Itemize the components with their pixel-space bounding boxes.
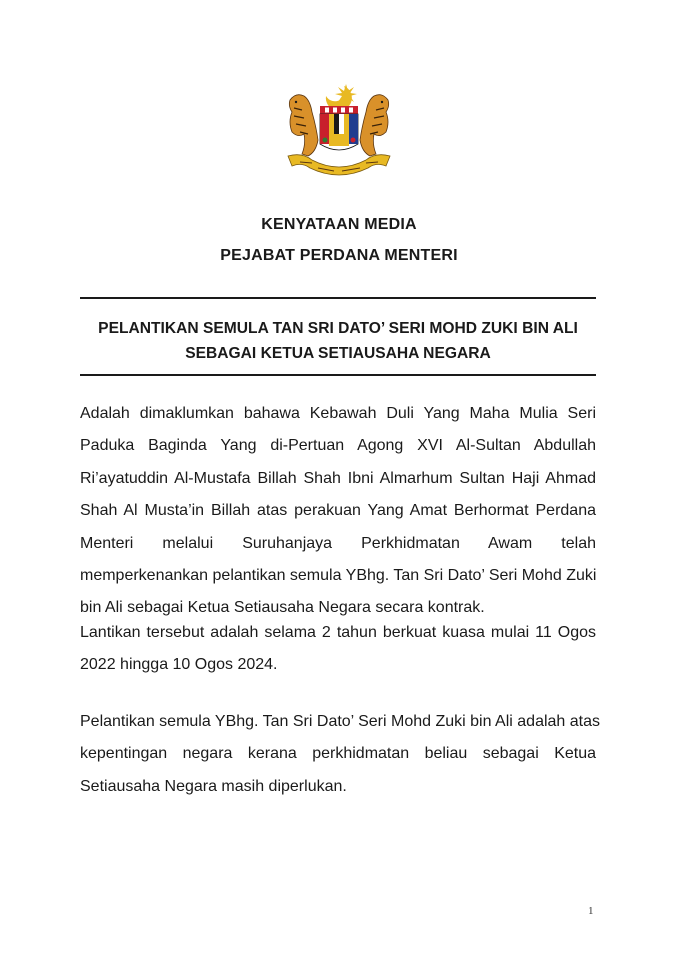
title-top-rule [80, 297, 596, 299]
paragraph-line: Lantikan tersebut adalah selama 2 tahun berkuat kuasa mulai 11 Ogos [80, 624, 596, 641]
coat-of-arms-crest-icon [282, 82, 396, 178]
paragraph-announcement [80, 398, 596, 625]
title-bottom-rule [80, 374, 596, 376]
paragraph-line: Menteri melalui Suruhanjaya Perkhidmatan Awam telah [80, 534, 596, 552]
paragraph-line: memperkenankan pelantikan semula YBhg. Tan Sri Dato’ Seri Mohd Zuki [80, 566, 597, 584]
paragraph-line: kepentingan negara kerana perkhidmatan beliau sebagai Ketua [80, 745, 596, 763]
paragraph-line: Shah Al Musta’in Billah atas perakuan Yang Amat Berhormat Perdana [80, 502, 596, 520]
paragraph-line: Adalah dimaklumkan bahawa Kebawah Duli Yang Maha Mulia Seri [80, 405, 596, 422]
paragraph-term [80, 617, 596, 682]
office-name-heading: PEJABAT PERDANA MENTERI [220, 247, 458, 264]
media-statement-heading: KENYATAAN MEDIA [261, 216, 417, 233]
paragraph-line: 2022 hingga 10 Ogos 2024. [80, 656, 278, 674]
paragraph-reason [80, 706, 600, 803]
paragraph-line: Ri’ayatuddin Al-Mustafa Billah Shah Ibni Almarhum Sultan Haji Ahmad [80, 469, 596, 487]
title-line-1: PELANTIKAN SEMULA TAN SRI DATO’ SERI MOHD ZUKI BIN ALI [98, 320, 578, 337]
paragraph-line: bin Ali sebagai Ketua Setiausaha Negara secara kontrak. [80, 599, 485, 617]
paragraph-line: Pelantikan semula YBhg. Tan Sri Dato’ Seri Mohd Zuki bin Ali adalah atas [80, 713, 600, 730]
paragraph-line: Setiausaha Negara masih diperlukan. [80, 777, 347, 795]
title-line-2: SEBAGAI KETUA SETIAUSAHA NEGARA [185, 345, 491, 362]
page-number: 1 [588, 905, 594, 917]
paragraph-line: Paduka Baginda Yang di-Pertuan Agong XVI Al-Sultan Abdullah [80, 437, 596, 455]
